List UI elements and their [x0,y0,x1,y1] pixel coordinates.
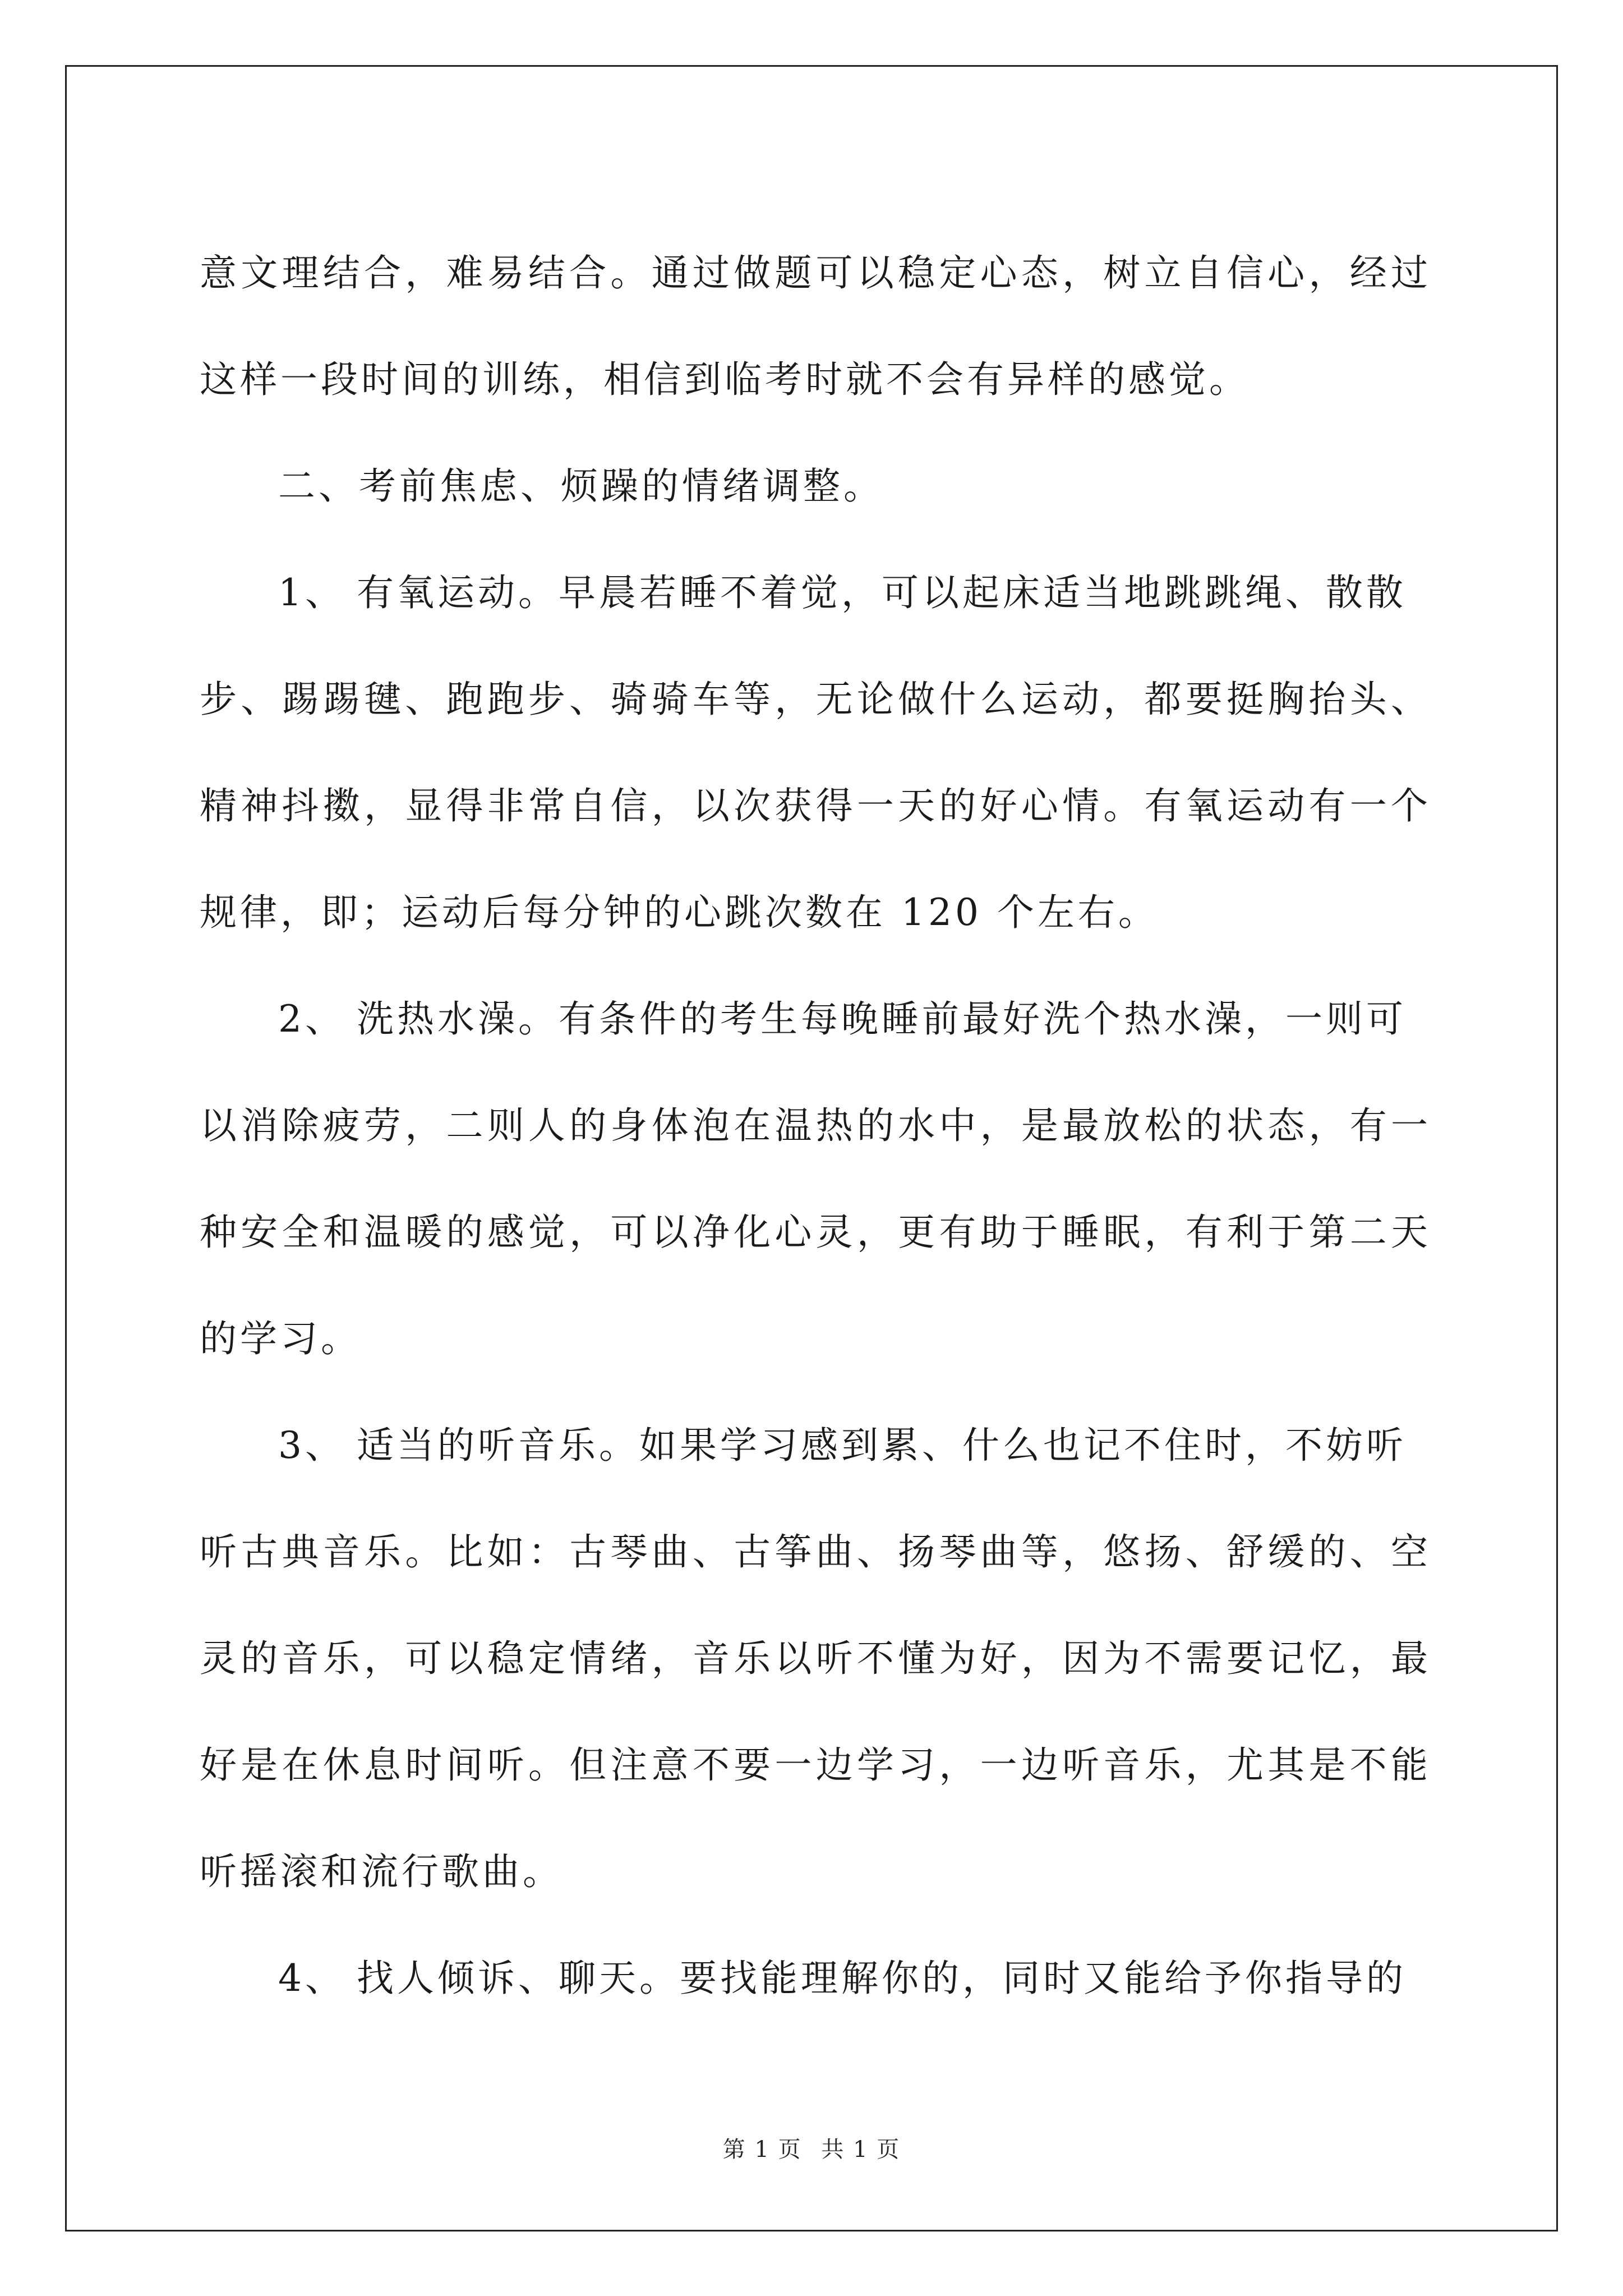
text-line: 灵的音乐，可以稳定情绪，音乐以听不懂为好，因为不需要记忆，最 [200,1637,1428,1680]
text-line: 洗热水澡。有条件的考生每晚睡前最好洗个热水澡，一则可 [357,997,1407,1041]
text-line: 以消除疲劳，二则人的身体泡在温热的水中，是最放松的状态，有一 [200,1104,1428,1147]
list-item-3 [200,1392,1428,1499]
list-item-4 [200,1925,1428,2032]
item-number: 4、 [278,1957,345,2000]
text-line: 精神抖擞，显得非常自信，以次获得一天的好心情。有氧运动有一个 [200,784,1428,827]
text-line: 种安全和温暖的感觉，可以净化心灵，更有助于睡眠，有利于第二天 [200,1211,1428,1254]
section-heading: 二、考前焦虑、烦躁的情绪调整。 [278,464,884,508]
text-line: 听摇滚和流行歌曲。 [200,1850,563,1893]
text-line: 意文理结合，难易结合。通过做题可以稳定心态，树立自信心，经过 [200,251,1428,295]
text-line: 这样一段时间的训练，相信到临考时就不会有异样的感觉。 [200,358,1249,401]
list-item-1 [200,540,1428,646]
text-line: 好是在休息时间听。但注意不要一边学习，一边听音乐，尤其是不能 [200,1743,1428,1787]
list-item-2 [200,966,1428,1073]
text-line: 规律，即；运动后每分钟的心跳次数在 120 个左右。 [200,891,1159,934]
page-footer [0,2132,1623,2164]
item-number: 3、 [278,1424,345,1467]
item-number: 1、 [278,571,345,614]
text-line: 的学习。 [200,1317,361,1360]
text-line: 步、踢踢毽、跑跑步、骑骑车等，无论做什么运动，都要挺胸抬头、 [200,678,1428,721]
text-line: 找人倾诉、聊天。要找能理解你的，同时又能给予你指导的 [357,1957,1407,2000]
text-line: 有氧运动。早晨若睡不着觉，可以起床适当地跳跳绳、散散 [357,571,1407,614]
document-body [200,220,1428,2032]
page-total: 共 1 页 [821,2137,901,2162]
item-number: 2、 [278,997,345,1041]
text-line: 听古典音乐。比如：古琴曲、古筝曲、扬琴曲等，悠扬、舒缓的、空 [200,1530,1428,1573]
text-line: 适当的听音乐。如果学习感到累、什么也记不住时，不妨听 [357,1424,1407,1467]
page-number: 第 1 页 [722,2137,802,2162]
